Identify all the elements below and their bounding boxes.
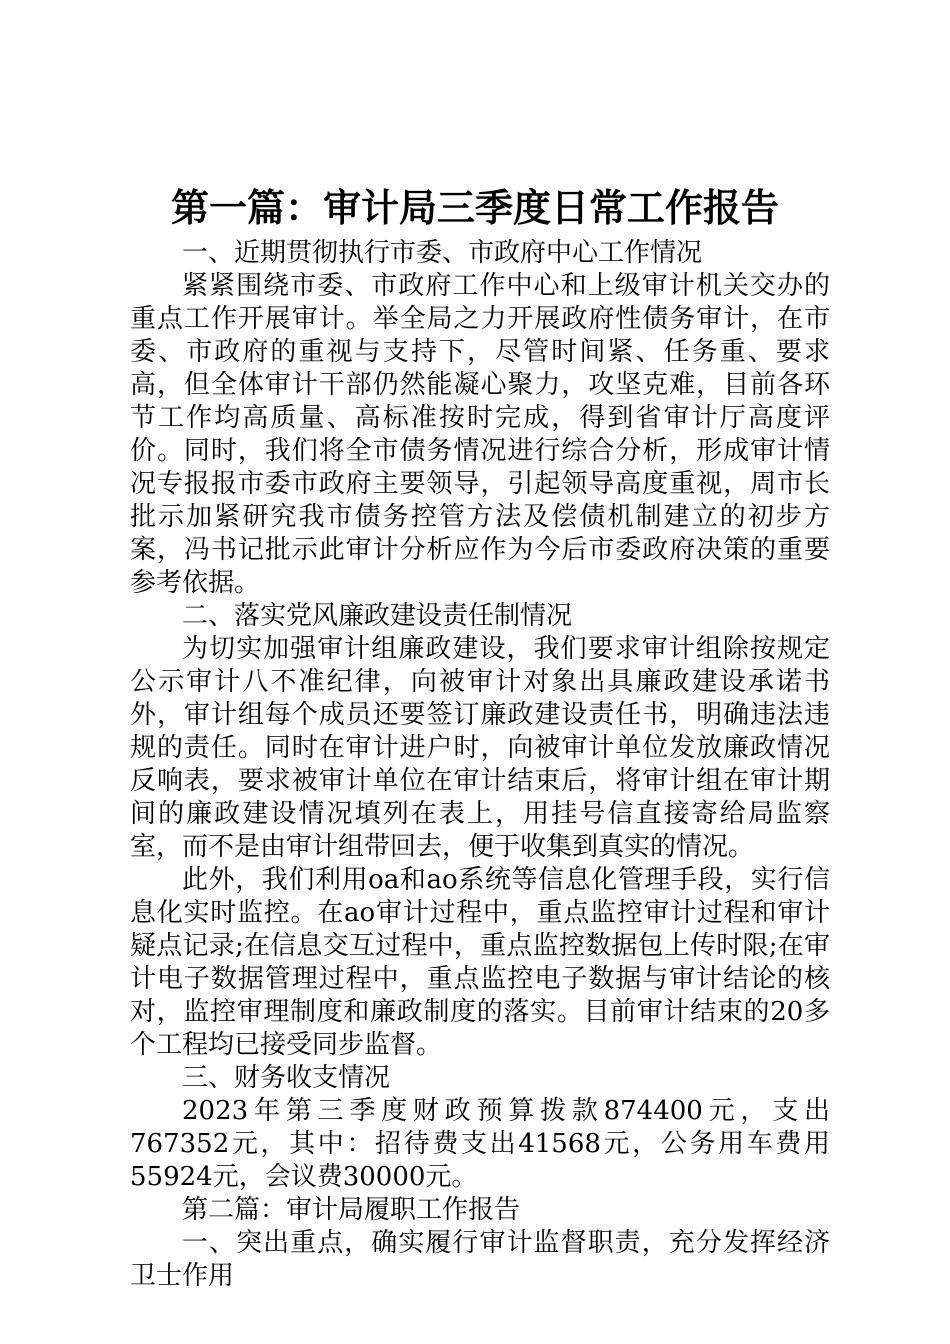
paragraph: 2023年第三季度财政预算拨款874400元，支出767352元，其中：招待费支出41568元，公务用车费用55924元，会议费30000元。 [130, 1096, 830, 1192]
document-body [130, 237, 830, 1293]
section-heading-2: 二、落实党风廉政建设责任制情况 [182, 601, 573, 631]
paragraph: 为切实加强审计组廉政建设，我们要求审计组除按规定公示审计八不准纪律，向被审计对象出具廉政建设承诺书外，审计组每个成员还要签订廉政建设责任书，明确违法违规的责任。同时在审计进户时，向被审计单位发放廉政情况反响表，要求被审计单位在审计结束后，将审计组在审计期间的廉政建设情况填列在表上，用挂号信直接寄给局监察室，而不是由审计组带回去，便于收集到真实的情况。 [130, 634, 830, 862]
document-title: 第一篇：审计局三季度日常工作报告 [170, 186, 779, 230]
section-heading: 一、突出重点，确实履行审计监督职责，充分发挥经济卫士作用 [130, 1228, 830, 1291]
paragraph: 此外，我们利用oa和ao系统等信息化管理手段，实行信息化实时监控。在ao审计过程中，重点监控审计过程和审计疑点记录;在信息交互过程中，重点监控数据包上传时限;在审计电子数据管理过程中，重点监控电子数据与审计结论的核对，监控审理制度和廉政制度的落实。目前审计结束的20多个工程均已接受同步监督。 [130, 865, 830, 1060]
section-heading-1: 一、近期贯彻执行市委、市政府中心工作情况 [182, 238, 703, 268]
part-heading-2: 第二篇：审计局履职工作报告 [182, 1195, 521, 1225]
paragraph: 紧紧围绕市委、市政府工作中心和上级审计机关交办的重点工作开展审计。举全局之力开展政府性债务审计，在市委、市政府的重视与支持下，尽管时间紧、任务重、要求高，但全体审计干部仍然能凝心聚力，攻坚克难，目前各环节工作均高质量、高标准按时完成，得到省审计厅高度评价。同时，我们将全市债务情况进行综合分析，形成审计情况专报报市委市政府主要领导，引起领导高度重视，周市长批示加紧研究我市债务控管方法及偿债机制建立的初步方案，冯书记批示此审计分析应作为今后市委政府决策的重要参考依据。 [130, 271, 830, 598]
section-heading-3: 三、财务收支情况 [182, 1063, 391, 1093]
